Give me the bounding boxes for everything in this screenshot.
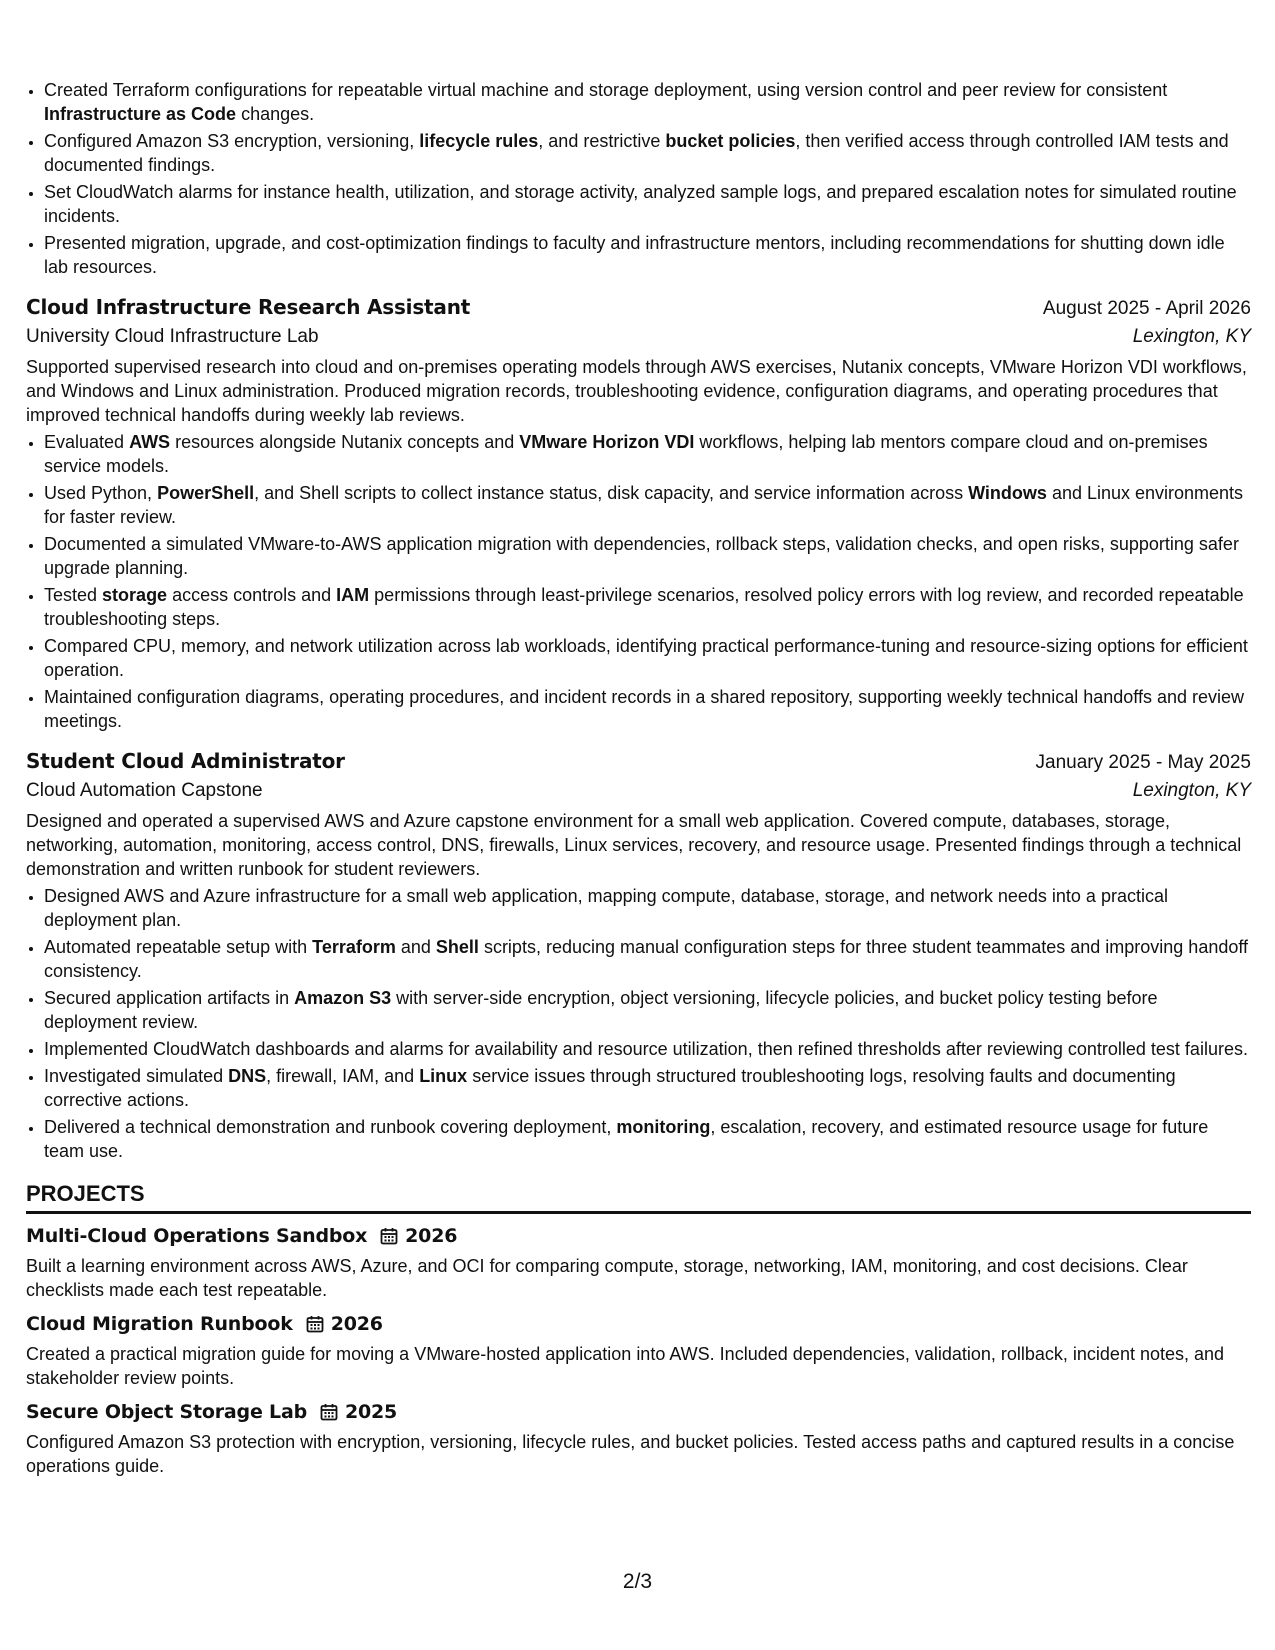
bullet-item: • Maintained configuration diagrams, operating procedures, and incident records in a shared repository, supporting weekly technical handoffs and review meetings.	[44, 685, 1251, 733]
job-title: Cloud Infrastructure Research Assistant	[26, 295, 471, 319]
bullet-item: • Tested storage access controls and IAM permissions through least-privilege scenarios, resolved policy errors with log review, and recorded repeatable troubleshooting steps.	[44, 583, 1251, 631]
bullet-item: • Created Terraform configurations for repeatable virtual machine and storage deployment, using version control and peer review for consistent Infrastructure as Code changes.	[44, 78, 1251, 126]
project-year: 2026	[405, 1225, 458, 1247]
project-item	[26, 1310, 1251, 1390]
job-bullet-list	[26, 430, 1251, 733]
bold-keyword: Windows	[968, 483, 1047, 503]
bullet-item: • Documented a simulated VMware-to-AWS application migration with dependencies, rollback steps, validation checks, and open risks, supporting safer upgrade planning.	[44, 532, 1251, 580]
project-description: Configured Amazon S3 protection with encryption, versioning, lifecycle rules, and bucket policies. Tested access paths and captured results in a concise operations guide.	[26, 1432, 1235, 1476]
section-heading-projects: PROJECTS	[26, 1179, 1251, 1214]
bullet-item: • Automated repeatable setup with Terraform and Shell scripts, reducing manual configuration steps for three student teammates and improving handoff consistency.	[44, 935, 1251, 983]
entry-header	[26, 747, 1251, 777]
bold-keyword: monitoring	[616, 1117, 711, 1137]
bullet-item: • Presented migration, upgrade, and cost-optimization findings to faculty and infrastructure mentors, including recommendations for shutting down idle lab resources.	[44, 231, 1251, 279]
bold-keyword: Amazon S3	[294, 988, 392, 1008]
project-description: Created a practical migration guide for moving a VMware-hosted application into AWS. Included dependencies, validation, rollback, incident notes, and stakeholder review points.	[26, 1344, 1225, 1388]
project-item	[26, 1222, 1251, 1302]
job-dates: August 2025 - April 2026	[1042, 298, 1251, 319]
bold-keyword: Terraform	[312, 937, 396, 957]
bold-keyword: bucket policies	[665, 131, 796, 151]
experience-entry-student-cloud-admin	[26, 747, 1251, 1163]
bold-keyword: lifecycle rules	[419, 131, 539, 151]
bold-keyword: AWS	[129, 432, 171, 452]
project-item	[26, 1398, 1251, 1478]
project-year: 2026	[330, 1313, 383, 1335]
bullet-item: • Evaluated AWS resources alongside Nutanix concepts and VMware Horizon VDI workflows, helping lab mentors compare cloud and on-premises service models.	[44, 430, 1251, 478]
organization: Cloud Automation Capstone	[26, 780, 263, 801]
calendar-icon	[319, 1402, 339, 1422]
bold-keyword: storage	[102, 585, 168, 605]
project-header	[26, 1310, 1251, 1338]
bullet-item: • Delivered a technical demonstration and runbook covering deployment, monitoring, escalation, recovery, and estimated resource usage for future team use.	[44, 1115, 1251, 1163]
experience-entry-research-assistant	[26, 293, 1251, 733]
job-summary: Supported supervised research into cloud and on-premises operating models through AWS exercises, Nutanix concepts, VMware Horizon VDI workflows, and Windows and Linux administration. Produced migration records, troubleshooting evidence, configuration diagrams, and operating procedures that improved technical handoffs during weekly lab reviews.	[26, 357, 1247, 425]
bold-keyword: DNS	[228, 1066, 267, 1086]
project-name: Secure Object Storage Lab	[26, 1401, 307, 1423]
bold-keyword: Linux	[419, 1066, 468, 1086]
project-name: Multi-Cloud Operations Sandbox	[26, 1225, 368, 1247]
bullet-item: • Compared CPU, memory, and network utilization across lab workloads, identifying practical performance-tuning and resource-sizing options for efficient operation.	[44, 634, 1251, 682]
bullet-item: • Used Python, PowerShell, and Shell scripts to collect instance status, disk capacity, and service information across Windows and Linux environments for faster review.	[44, 481, 1251, 529]
page-number: 2/3	[622, 1570, 653, 1593]
job-summary: Designed and operated a supervised AWS and Azure capstone environment for a small web application. Covered compute, databases, storage, networking, automation, monitoring, access control, DNS, firewalls, Linux services, recovery, and resource usage. Presented findings through a technical demonstration and written runbook for student reviewers.	[26, 811, 1242, 879]
bold-keyword: IAM	[336, 585, 370, 605]
calendar-icon	[305, 1314, 325, 1334]
job-bullet-list	[26, 884, 1251, 1163]
bold-keyword: Infrastructure as Code	[44, 104, 237, 124]
bullet-item: • Investigated simulated DNS, firewall, IAM, and Linux service issues through structured troubleshooting logs, resolving faults and documenting corrective actions.	[44, 1064, 1251, 1112]
bold-keyword: VMware Horizon VDI	[519, 432, 695, 452]
project-name: Cloud Migration Runbook	[26, 1313, 293, 1335]
bold-keyword: Shell	[435, 937, 479, 957]
job-dates: January 2025 - May 2025	[1035, 752, 1251, 773]
project-header	[26, 1398, 1251, 1426]
entry-header	[26, 293, 1251, 323]
job-title: Student Cloud Administrator	[26, 749, 345, 773]
project-year: 2025	[344, 1401, 398, 1423]
bullet-item: • Designed AWS and Azure infrastructure for a small web application, mapping compute, database, storage, and network needs into a practical deployment plan.	[44, 884, 1251, 932]
bullet-item: • Configured Amazon S3 encryption, versioning, lifecycle rules, and restrictive bucket policies, then verified access through controlled IAM tests and documented findings.	[44, 129, 1251, 177]
project-description: Built a learning environment across AWS, Azure, and OCI for comparing compute, storage, networking, IAM, monitoring, and cost decisions. Clear checklists made each test repeatable.	[26, 1256, 1188, 1300]
entry-subheader	[26, 777, 1251, 804]
bullet-item: • Secured application artifacts in Amazon S3 with server-side encryption, object versioning, lifecycle policies, and bucket policy testing before deployment review.	[44, 986, 1251, 1034]
calendar-icon	[379, 1226, 399, 1246]
page-content	[26, 78, 1251, 1478]
continued-bullet-list	[26, 78, 1251, 279]
bullet-item: • Set CloudWatch alarms for instance health, utilization, and storage activity, analyzed sample logs, and prepared escalation notes for simulated routine incidents.	[44, 180, 1251, 228]
location: Lexington, KY	[1132, 326, 1251, 347]
location: Lexington, KY	[1132, 780, 1251, 801]
organization: University Cloud Infrastructure Lab	[26, 326, 319, 347]
bullet-item: • Implemented CloudWatch dashboards and alarms for availability and resource utilization, then refined thresholds after reviewing controlled test failures.	[44, 1037, 1251, 1061]
entry-subheader	[26, 323, 1251, 350]
project-header	[26, 1222, 1251, 1250]
bold-keyword: PowerShell	[157, 483, 255, 503]
